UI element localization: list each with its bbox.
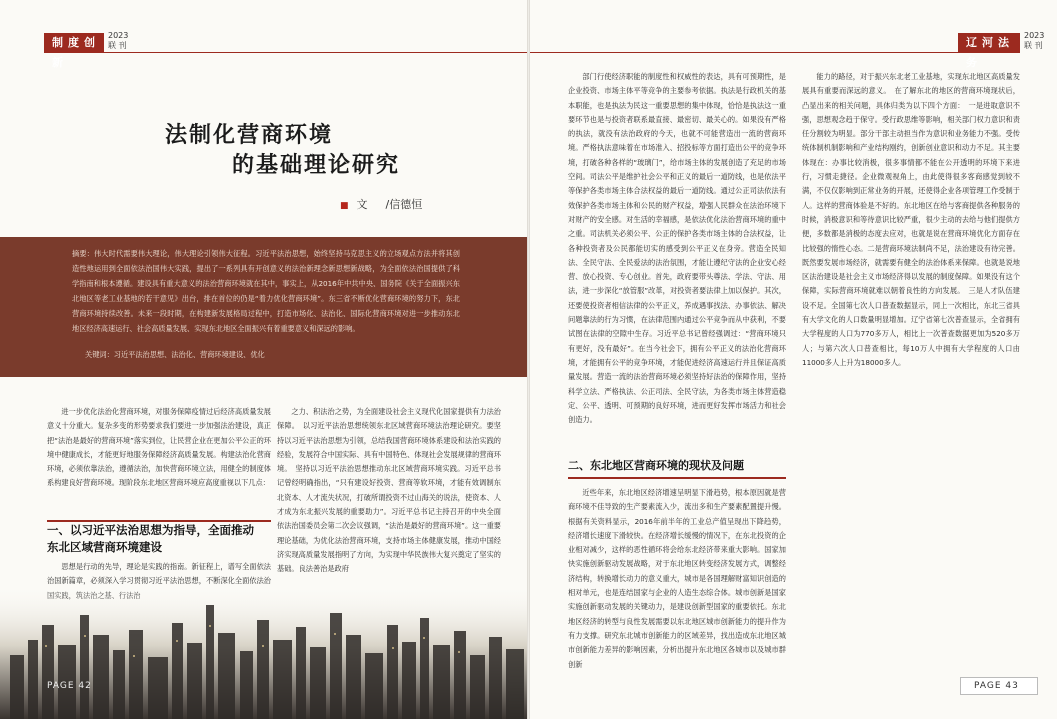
author-name: /信德恒: [385, 198, 423, 211]
body-column-1: [47, 405, 271, 491]
body-paragraph: 能力的路径，对于振兴东北老工业基地，实现东北地区高质量发展具有重要而深远的意义。 在了解东北的地区的营商环境现状后，凸显出来的相关问题，具体归类为以下四个方面： 一是进取意识不强，思想观念趋于保守。受行政思维等影响，相关部门权力意识和责任分割较为明显。部分干部主动担当作为意识和业务能力不强。受传统体制机制影响和产业结构刚约，创新创业意识和动力不足。其主要体现在：办事比较消极，很多事情都不能在公开透明的环境下来进行，习惯走捷径。企业微观视角上，由此使得很多客商感觉到较不满，不仅仅影响到正常业务的开展，还使得企业各项管理工作受制于人。这样的营商体验是不好的。东北地区在给与客商提供各种服务的时候，消极意识和等待意识比较严重，很少主动的去给与他们提供方便，多数都是消极的态度去应对，也就是说在营商环境优化方面存在比较强的惰性心态。二是营商环境法制尚不足，法治建设有待完善。既然要发展市场经济，就需要有健全的法治体系来保障。也就是说地区法治建设是社会主义市场经济得以发展的制度保障。如果没有这个保障，实际营商环境就难以朝着良性的方向发展。 三是人才队伍建设不足。全国第七次人口普查数据显示，同上一次相比，东北三省具有大学文化的人口数量明显增加。辽宁省第七次普查显示，全省拥有大学程度的人口为770多万人，相比上一次普查数据更加为520多万人；与第六次人口普查相比，每10万人中拥有大学程度的人口由11000多人上升为18000多人。: [802, 72, 1020, 367]
year-text: 2023: [108, 31, 129, 40]
keywords: 关键词：习近平法治思想、法治化、营商环境建设、优化: [85, 350, 265, 359]
header-rule: [104, 52, 527, 53]
issue-year: [108, 31, 128, 51]
page-number: PAGE 42: [47, 681, 92, 691]
year-text: 2023: [1024, 31, 1045, 40]
page-number: PAGE 43: [974, 681, 1019, 691]
section-heading-2: 二、东北地区营商环境的现状及问题: [568, 459, 744, 472]
intro-paragraph: 进一步优化法治化营商环境，对服务保障疫情过后经济高质量发展意义十分重大。复杂多变的形势要求我们要进一步加强法治建设，真正把“法治是最好的营商环境”落实到位，让民营企业在更加公平公正的环境中健康成长，才能更好地服务保障经济高质量发展。构建法治化营商环境，必须依靠法治，遵循法治，加快营商环境立法，用健全的制度体系构建良好营商环境。现阶段东北地区营商环境应高度重视以下几点：: [47, 407, 271, 488]
issue-year: [1024, 31, 1044, 51]
body-paragraph: 近些年来，东北地区经济增速呈明显下滑趋势，根本原因就是营商环境不佳导致的生产要素流入少，流出多和生产要素配置提升慢。根据有关资料显示，2016年前半年的工业总产值呈现出下降趋势，经济增长速度下滑较快。在经济增长缓慢的情况下，在东北投资的企业相对减少，这样的恶性循环将会给东北经济带来重大影响。国家加快实施创新驱动发展战略，对于东北地区转变经济发展方式，调整经济结构，转换增长动力的意义重大，城市是各国理解财富知识创造的相对单元，也是连结国家与企业的人造生态综合体。城市创新是国家实施创新驱动发展的关键动力，是建设创新型国家的重要依托。东北地区经济的转型与良性发展需要以东北地区城市创新能力的提升作为有力支撑。研究东北城市创新能力的区域差异，找出造成东北地区城市创新能力差异的影响因素，分析出提升东北地区各城市以及城市群创新: [568, 488, 786, 669]
body-column-2: [277, 405, 501, 577]
heading-line: 东北区域营商环境建设: [47, 540, 162, 554]
article-title-line2: 的基础理论研究: [232, 153, 401, 178]
body-paragraph: 思想是行动的先导，理论是实践的指南。新征程上，谱写全面依法治国新篇章，必须深入学习贯彻习近平法治思想，不断深化全面依法治: [47, 562, 271, 586]
body-paragraph: 之力、积法治之势，为全面建设社会主义现代化国家提供有力法治保障。 以习近平法治思想统领东北区域营商环境法治理论研究。要坚持以习近平法治思想为引领，总结我国营商环境体系建设和法治实践的经验，发展符合中国实际、具有中国特色、体现社会发展规律的营商环境。 坚持以习近平法治思想推动东北区域营商环境实践。习近平总书记曾经明确指出，“只有建设好投资、营商等软环境，才能有效调制东北资本、人才流失状况，打破所谓投资不过山海关的说法，使资本、人才成为东北振兴发展的重要助力”。习近平总书记主持召开的中央全面依法治国委员会第二次会议强调，“法治是最好的营商环境”。这一重要理论基础，为优化法治营商环境，支持市场主体健康发展，推动中国经济实现高质量发展指明了方向，为实现中华民族伟大复兴奠定了坚实的基础。良法善治是政府: [277, 407, 501, 574]
left-page: [0, 0, 527, 719]
body-paragraph: 部门行使经济职能的制度性和权威性的表达，具有可预期性，是企业投资、市场主体平等竞争的主要参考依据。执法是行政机关的基本职能，也是执法为民这一重要思想的集中体现，恰恰是执法这一重要环节也是与投资者联系最直接、最密切、最关心的。如果没有严格的执法，就没有法治政府的今天，也就不可能营造出一流的营商环境。严格执法意味着在市场准入、招投标等方面打造出公平的竞争环境，打破各种各样的“玻璃门”，给市场主体的发展创造了充足的市场空间。司法公平是维护社会公平和正义的最后一道防线，也是依法平等保护各类市场主体合法权益的最后一道防线。通过公正司法依法有效保护各类市场主体和公民的财产权益，增强人民群众在法治环境下对财产的安全感。对生活的幸福感，是依法优化法治营商环境的重中之重。司法机关必须公平、公正的保护各类市场主体的合法权益，让各种投资者及公民都能切实的感受到公平正义在身旁。营造全民知法、全民守法、全民爱法的法治氛围，才能让遵纪守法的企业安心经营、放心投资、专心创业。首先，政府要带头尊法、学法、守法、用法，进一步深化“放管服”改革，对投资者要法律上加以保护。其次，还要使投资者相信法律的公平正义，养成遇事找法、办事依法、解决问题靠法的行为习惯，在法律范围内通过公平竞争而从中获利，不要试图在法律的空隙中生存。习近平总书记曾经强调过：“营商环境只有更好，没有最好”。在当今社会下，拥有公平正义的法治化营商环境，才能拥有公平的竞争环境，才能促进经济高速运行并且保证高质量发展。营造一流的法治营商环境必须坚持好法治的保障作用，坚持科学立法、严格执法、公正司法、全民守法，为各类市场主体营造稳定、公平、透明、可预期的良好环境，进而更好发挥市场活力和社会创造力。: [568, 72, 786, 425]
city-skyline-image: [0, 585, 527, 719]
heading-line: 一、以习近平法治思想为指导，全面推动: [47, 523, 254, 537]
byline-marker: ■: [340, 201, 349, 211]
heading-divider: [568, 477, 786, 479]
abstract-text: 摘要：伟大时代需要伟大理论，伟大理论引领伟大征程。习近平法治思想，始终坚持马克思主义的立场观点方法并将其创造性地运用到全面依法治国伟大实践，提出了一系列具有开创意义的法治新理念新思想新战略，为全面依法治国提供了科学指南和根本遵循。建设具有重大意义的法治营商环境就在其中，事实上，从2016年中共中央、国务院《关于全面振兴东北地区等老工业基地的若干意见》出台，排在首位的仍是“着力优化营商环境”。东三省不断优化营商环境的努力下，东北营商环境持续改善。未来一段时期，在构建新发展格局过程中，打造市场化、法治化、国际化营商环境对进一步推动东北地区经济高速运行、社会高质量发展、实现东北地区全面振兴有着重要意义和深远的影响。: [72, 249, 460, 333]
section-tag: 辽河法务: [958, 33, 1020, 53]
issue-text: 联 刊: [108, 41, 127, 50]
body-column-2: [802, 70, 1020, 370]
article-title-line1: 法制化营商环境: [165, 123, 334, 148]
byline: [340, 196, 422, 212]
body-column-1: [568, 70, 786, 427]
section-heading-1: [47, 522, 271, 556]
right-page: [530, 0, 1057, 719]
issue-text: 联 刊: [1024, 41, 1043, 50]
section-tag: 制度创新: [44, 33, 104, 53]
byline-text: 文: [356, 198, 368, 211]
body-column-1-cont: [568, 486, 786, 672]
header-rule: [530, 52, 958, 53]
